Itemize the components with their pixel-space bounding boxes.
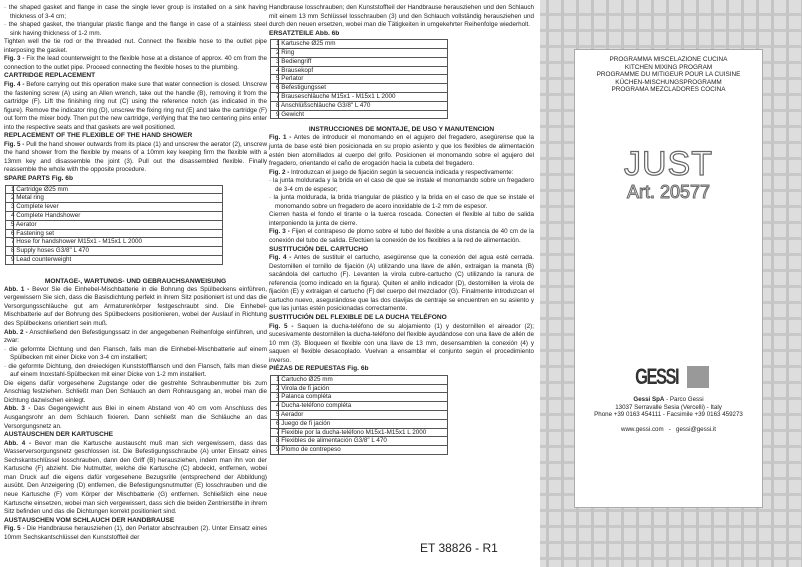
program-title: KITCHEN MIXING PROGRAM [624, 63, 713, 71]
ersatzteile-table [270, 39, 448, 119]
text: Anschließend den Befestigungssatz in der angegebenen Reihenfolge einführen, und zwar: [4, 328, 267, 345]
paragraph: Cierren hasta el fondo el tirante o la tuerca roscada. Conecten el flexible al tubo de salida interponiendo la junta de cierre. [269, 211, 534, 227]
table-row: 4 Brausekopf [271, 66, 448, 75]
fig-label: Fig. 1 - [269, 134, 292, 142]
english-german-column [4, 4, 267, 542]
table-row: 5 Perlator [271, 75, 448, 84]
logo-text: GESSI [635, 363, 679, 389]
fig-label: Fig. 3 - [269, 228, 290, 236]
spare-parts-table [5, 185, 223, 265]
article-number: Art. 20577 [626, 181, 711, 202]
table-row: 9 Lead counterweight [6, 256, 223, 265]
heading: CARTRIDGE REPLACEMENT [4, 72, 96, 80]
table-row: 5 Aerator [6, 220, 223, 229]
paragraph [269, 323, 534, 366]
fig-label: Abb. 4 - [4, 439, 32, 447]
company-address [575, 396, 762, 419]
table-row: 8 Flexibles de alimentación G3/8" L 470 [271, 437, 448, 446]
table-wrapper [269, 375, 534, 455]
product-name: JUST [624, 144, 713, 183]
paragraph [269, 134, 534, 168]
paragraph: Die eigens dafür vorgesehene Zugstange oder die gestrehte Schraubenmutter bis zum Anschlag festziehen. Schließt man Den Schlauch an dem Rohrausgang an, wobei man die Dichtung dazwischen einlegt. [4, 379, 267, 404]
heading: PIÉZAS DE REPUESTAS Fig. 6b [269, 365, 369, 373]
table-row: 2 Metal ring [6, 194, 223, 203]
table-row: 2 Virola de fi jación [271, 384, 448, 393]
table-row: 1 Cartridge Ø25 mm [6, 185, 223, 194]
text: Das Gegengewicht aus Blei in einem Abstand von 40 cm vom Anschluss des Ausgangsrohr an dem Schlauch fixieren. Dann schließt man die Schläuche an das Versorgungsnetz an. [4, 405, 267, 430]
paragraph [4, 525, 267, 542]
paragraph [269, 228, 534, 245]
table-wrapper [4, 185, 267, 265]
paragraph [269, 169, 534, 178]
heading: AUSTAUSCHEN VOM SCHLAUCH DER HANDBRAUSE [4, 516, 175, 524]
table-row: 2 Ring [271, 49, 448, 58]
section-title: MONTAGE-, WARTUNGS- UND GEBRAUCHSANWEISUNG [44, 277, 227, 285]
text: Antes de introducir el monomando en el agujero del fregadero, asegúrense que la junta de base esté bien posicionada en su propio asiento y que los flexibles de alimentación estén bien atornillados al cuerpo del grifo. Posicionen el monomando sobre el agujero del fregadero, orientando el caño de erogación hacia la cubeta del fregadero. [269, 134, 535, 168]
table-row: 1 Kartusche Ø25 mm [271, 40, 448, 49]
fig-label: Abb. 3 - [4, 405, 31, 413]
web-contact[interactable]: www.gessi.com - gessi@gessi.it [621, 425, 716, 433]
heading: SUSTITUCIÓN DEL CARTUCHO [269, 245, 369, 253]
table-row: 8 Supply hoses G3/8" L 470 [6, 247, 223, 256]
table-row: 7 Hose for handshower M15x1 - M15x1 L 2000 [6, 238, 223, 247]
fig-label: Abb. 1 - [4, 285, 30, 293]
heading: SUSTITUCIÓN DEL FLEXIBLE DE LA DUCHA TELÉFONO [269, 313, 447, 321]
paragraph: · the shaped gasket, the triangular plastic flange and the flange in case of a stainless steel sink having thickness of 1-2 mm. [4, 21, 267, 37]
fig-label: Abb. 2 - [4, 328, 28, 336]
paragraph [4, 141, 267, 175]
table-row: 4 Ducha-teléfono compléta [271, 402, 448, 411]
paragraph: Handbrause losschrauben; den Kunststoffteil der Handbrause herausziehen und den Schlauch mit einem 13 mm Schlüssel losschrauben (3) und den Schlauch vollständig herausziehen und durch den neuen ersetzen, wobei man die Tätigkeiten in umgekehrter Reihenfolge wiederholt. [269, 4, 534, 29]
table-row: 3 Complete lever [6, 203, 223, 212]
company-name: Gessi SpA [633, 395, 665, 403]
paragraph [4, 55, 267, 72]
text: Die Handbrause herausziehen (1), den Perlator abschrauben (2). Unter Einsatz eines 10mm Sechskantschlüssel den Kunststoffteil der [4, 525, 268, 541]
paragraph: · la junta moldurada y la brida en el caso de que se instale el monomando sobre un fregadero de 3-4 cm de espesor; [269, 177, 534, 193]
paragraph [4, 329, 267, 346]
table-row: 6 Juego de fi jación [271, 419, 448, 428]
table-row: 6 Fastening set [6, 229, 223, 238]
paragraph [4, 81, 267, 132]
section-title: INSTRUCCIONES DE MONTAJE, DE USO Y MANUTENCION [308, 126, 495, 134]
table-wrapper [269, 39, 534, 119]
piezas-table [270, 375, 448, 455]
paragraph [4, 405, 267, 431]
heading: AUSTAUSCHEN DER KARTUSCHE [4, 431, 114, 439]
text: Introduzcan el juego de fijación según la secuencia indicada y respectivamente: [289, 168, 514, 176]
table-row: 9 Plomo de contrepeso [271, 446, 448, 455]
text: Bevor man die Kartusche austauscht muß man sich vergewissern, dass das Wasserversorgungsnetz geschlossen ist. Die Befestigungsschraube (A) unter Einsatz eines Sechskantschlüssel losschrauben, dann den Griff (B) herausziehen, indem man ihn von der Kartusche (F) abzieht. Die Nutmutter, welche die Kartusche (C) abdeckt, entfernen, wobei man Druck auf die eigens dafür vorgesehene Bezugsrille (entsprechend der Abbildung) ausübt. Den Anzeigering (D) entfernen, die Befestigungsnutmutter (E) losschrauben und die neue Kartusche (F) vom Körper der Mischbatterie (G) entfernen. Schließlich eine neue Kartusche einsetzen, wobei man sich vergewissert, dass sich die beiden Zentrierstifte in ihrem Sitz befinden und das die Dichtungen korrekt positioniert sind. [4, 439, 267, 516]
table-row: 3 Palanca compléta [271, 393, 448, 402]
heading: REPLACEMENT OF THE FLEXIBLE OF THE HAND SHOWER [4, 132, 193, 140]
table-row: 7 Flexible por la ducha-teléfono M15x1-M15x1 L 2000 [271, 428, 448, 437]
program-title: PROGRAMA MEZCLADORES COCINA [611, 86, 726, 94]
fig-label: Fig. 5 - [4, 140, 25, 148]
fig-label: Fig. 5 - [269, 322, 294, 330]
paragraph [269, 254, 534, 314]
table-row: 8 Anschlüßschläuche G3/8" L 470 [271, 101, 448, 110]
text: Antes de sustituir el cartucho, asegúrense que la conexión del agua esté cerrada. Destornillen el tornillo de fijación (A) utilizando una llave de allén, extraigan la maneta (B) sacándola del cartucho (F). Levanten la virola cubre-cartucho (C) utilizando la ranura de referencia (como indicado en la figura). Quiten el anillo indicador (D), destornillen la virola de fijación (E) y extraigan el cartucho (F) del cuerpo del mezclador (G). Finalmente introduzcan el cartucho nuevo, asegurándose que las dos clavijas de centraje se encuentren en su asiento y que las juntas estén posicionadas correctamente. [269, 254, 535, 313]
heading: SPARE PARTS Fig. 6b [4, 175, 73, 183]
table-row: 3 Bediengriff [271, 57, 448, 66]
text: Before carrying out this operation make sure that water connection is closed. Unscrew the fastening screw (A) using an Allen wrench, take out the handle (B), removing it from the cartridge (F). Lift the finishing ring nut (C) using the reference notch (as indicated in the figure). Remove the indicator ring (D), unscrew the fixing ring nut (E) and take the cartridge (F) out form the mixer body. Then put the new cartridge, verifying that the two centering pins enter into the respective seats and that gaskets are well positioned. [4, 80, 267, 131]
paragraph: · die geformte Dichtung und den Flansch, falls man die Einhebel-Mischbatterie auf einem Spülbecken mit einer Dicke von 3-4 cm installiert; [4, 345, 267, 362]
paragraph [4, 440, 267, 517]
text: Saquen la ducha-teléfono de su alojamiento (1) y destornillen el aireador (2); sucesivamente destornillen la ducha-teléfono del flexible ayudándose con una llave de allén de 10 mm (3). Bloqueen el flexible con una llave de 13 mm, desensamblen la conexión (4) y saquen el flexible desacoplado. Vuelvan a ensamblar el conjunto según el procedimiento inverso. [269, 322, 534, 364]
text: Fijen el contrapeso de plomo sobre el tubo del flexible a una distancia de 40 cm de la conexión del tubo de salida. Efectúen la conexión de los flexibles a la red de alimentación. [269, 228, 534, 244]
program-title: KÜCHEN-MISCHUNGSPROGRAMM [615, 78, 722, 86]
heading: ERSATZTEILE Abb. 6b [269, 29, 340, 37]
fig-label: Fig. 4 - [269, 254, 292, 262]
fig-label: Fig. 4 - [4, 80, 25, 88]
text: Pull the hand shower outwards from its place (1) and unscrew the aerator (2), unscrew the hand shower from the flexible by means of a 10mm key keeping firm the flexible with a 13mm key and disassemble the joint (3). Pull out the disassembled flexible. Finally reassemble the whole with the opposite procedure. [4, 140, 267, 174]
address-line: 13037 Serravalle Sesia (Vercelli) - Italy [615, 403, 722, 411]
table-row: 1 Cartucho Ø25 mm [271, 375, 448, 384]
phone-line: Phone +39 0163 454111 - Facsimile +39 0163 459273 [594, 411, 743, 419]
program-title: PROGRAMMA MISCELAZIONE CUCINA [609, 56, 728, 63]
fig-label: Fig. 5 - [4, 525, 25, 533]
paragraph: · the shaped gasket and flange in case the single lever group is installed on a sink having thickness of 3-4 cm; [4, 4, 267, 20]
fig-label: Fig. 2 - [269, 168, 290, 176]
paragraph: · la junta moldurada, la brida triangular de plástico y la brida en el caso de que se instale el monomando sobre un fregadero de acero inoxidable de 1-2 mm de espesor. [269, 194, 534, 210]
cover-panel [574, 49, 763, 508]
table-row: 5 Aerador [271, 411, 448, 420]
company-location: - Parco Gessi [664, 395, 704, 403]
fig-label: Fig. 3 - [4, 55, 25, 63]
paragraph: · die geformte Dichtung, den dreieckigen Kunststoffflansch und den Flansch, falls man diese auf einem Inoxstahl-Spülbecken mit einer Dicke von 1-2 mm installiert. [4, 362, 267, 379]
german-spanish-column [269, 4, 534, 455]
document-code: ET 38826 - R1 [420, 541, 498, 555]
table-row: 9 Gewicht [271, 110, 448, 119]
logo-square-icon [687, 366, 709, 388]
table-row: 6 Befestigungsset [271, 84, 448, 93]
gessi-logo [575, 364, 762, 390]
program-titles [575, 56, 762, 94]
program-title: PROGRAMME DU MITIGEUR POUR LA CUISINE [596, 71, 741, 79]
paragraph [4, 286, 267, 329]
table-row: 7 Brauseschläuche M15x1 - M15x1 L 2000 [271, 93, 448, 102]
text: Fix the lead counterweight to the flexible hose at a distance of approx. 40 cm from the connection to the outlet pipe. Proceed connecting the flexible hoses to the plumbing. [4, 55, 267, 71]
table-row: 4 Complete Handshower [6, 212, 223, 221]
text: Bevor Sie die Einhebel-Mischbatterie in die Bohrung des Spülbeckens einführen, vergewissern Sie sich, dass die Basisdichtung perfekt in ihrem Sitz positioniert ist und das die Versorgungsschläuche gut am Armaturenkörper festgeschraubt sind. Die Einhebel-Mischbatterie auf der Bohrung des Spülbeckens positionieren, wobei der Auslauf in Richtung des Spülbeckens orientiert sein muß. [4, 285, 268, 327]
paragraph: Tighten well the tie rod or the threaded nut. Connect the flexible hose to the outlet pipe interposing the gasket. [4, 38, 267, 54]
